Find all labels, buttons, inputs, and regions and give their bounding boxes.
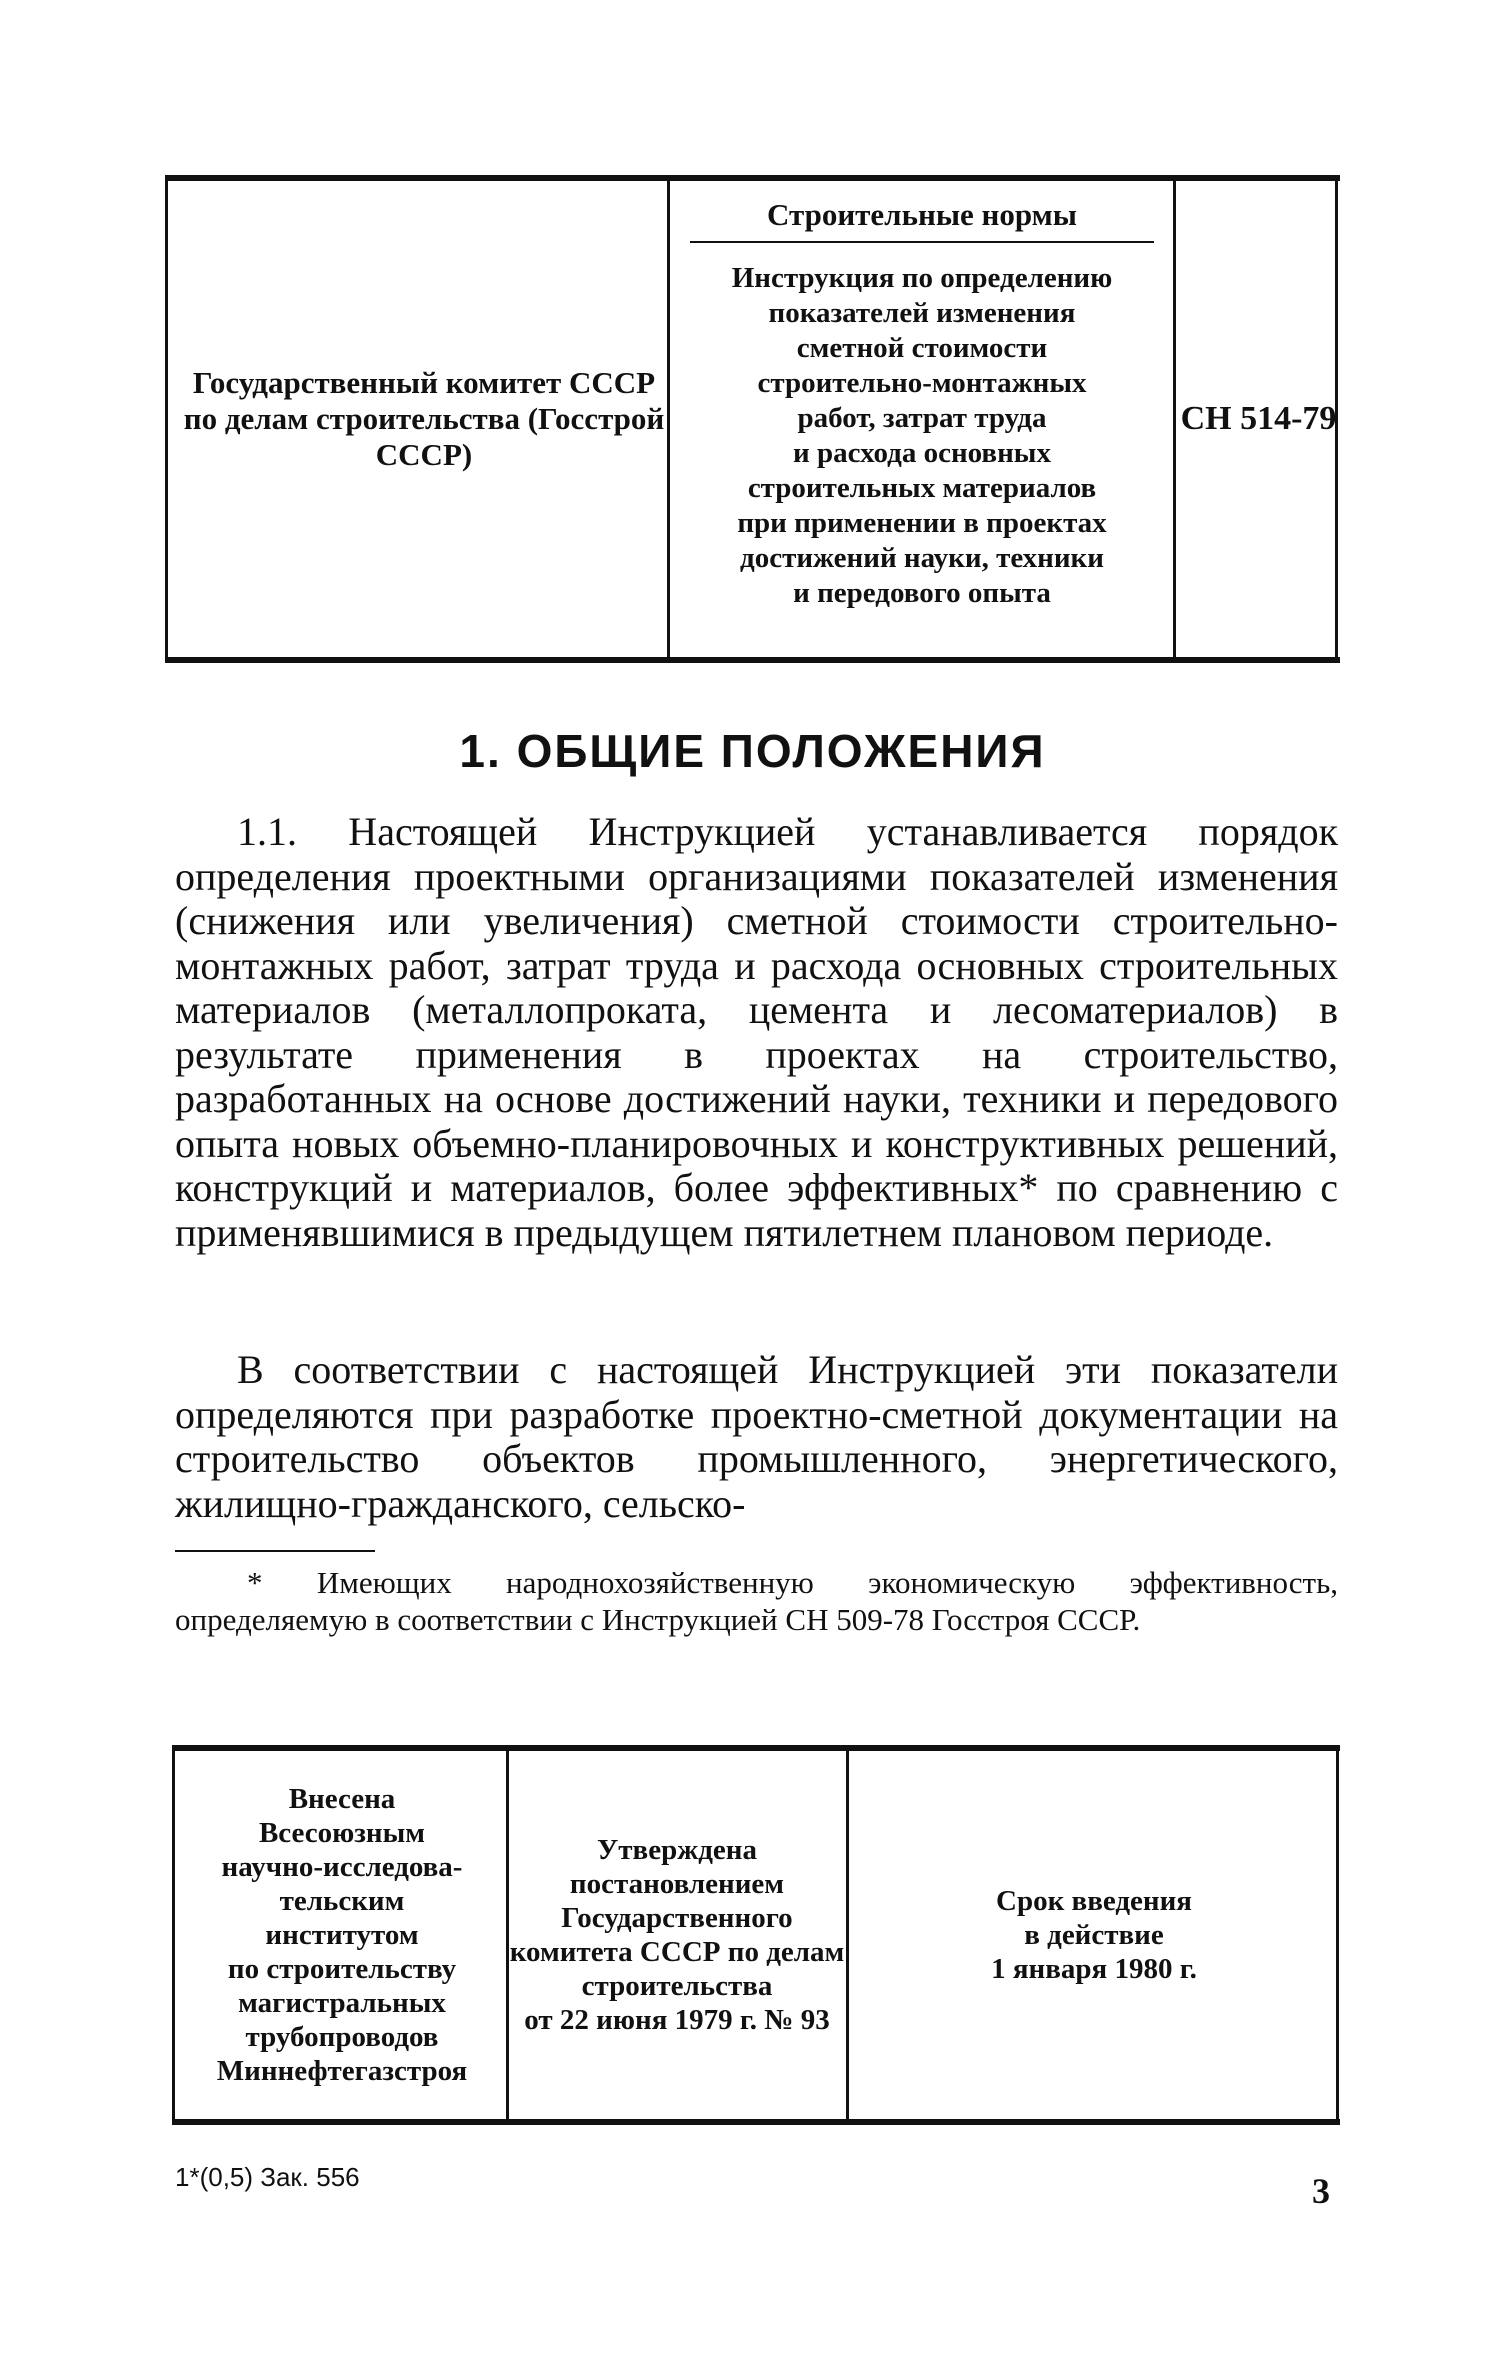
section-heading: 1. ОБЩИЕ ПОЛОЖЕНИЯ bbox=[459, 725, 1046, 777]
approval-table bbox=[172, 1745, 1340, 2125]
document-code: СН 514-79 bbox=[1180, 400, 1337, 437]
approved-by: Утверждена постановлением Государственного комитета СССР по делам строительства от 22 июня 1979 г. № 93 bbox=[509, 1834, 845, 2036]
footnote: * Имеющих народнохозяйственную экономическую эффективность, определяемую в соответствии с Инструкцией СН 509-78 Госстроя СССР. bbox=[175, 1565, 1338, 1637]
page-number: 3 bbox=[1312, 2171, 1330, 2211]
introduced-by: Внесена Всесоюзным научно-исследова- тельским институтом по строительству магистральных трубопроводов Миннефтегазстроя bbox=[216, 1783, 468, 2087]
print-code: 1*(0,5) Зак. 556 bbox=[175, 2162, 360, 2192]
effective-date: Срок введения в действие 1 января 1980 г. bbox=[991, 1885, 1197, 1985]
title-cell bbox=[670, 181, 1174, 657]
document-title: Инструкция по определению показателей изменения сметной стоимости строительно-монтажных работ, затрат труда и расхода основных строительных материалов при применении в проектах достижений науки, техники и передового опыта bbox=[731, 262, 1113, 609]
issuer-cell bbox=[179, 181, 669, 657]
header-table bbox=[165, 175, 1340, 663]
code-cell bbox=[1177, 181, 1340, 657]
norms-heading: Строительные нормы bbox=[767, 197, 1077, 232]
table-border-left bbox=[165, 181, 168, 657]
heading-underline bbox=[690, 241, 1154, 243]
footnote-rule bbox=[175, 1550, 375, 1552]
paragraph-1-1: 1.1. Настоящей Инструкцией устанавливается порядок определения проектными организациями показателей изменения (снижения или увеличения) сметной стоимости строительно-монтажных работ, затрат труда и расхода основных строительных материалов (металлопроката, цемента и лесоматериалов) в результате применения в проектах на строительство, разработанных на основе достижений науки, техники и передового опыта новых объемно-планировочных и конструктивных решений, конструкций и материалов, более эффективных* по сравнению с применявшимися в предыдущем пятилетнем плановом периоде. bbox=[175, 809, 1338, 1255]
table-border-left bbox=[172, 1751, 175, 2119]
paragraph-2: В соответствии с настоящей Инструкцией эти показатели определяются при разработке проектно-сметной документации на строительство объектов промышленного, энергетического, жилищно-гражданского, сельско- bbox=[175, 1347, 1338, 1526]
issuer-text: Государственный комитет СССР по делам строительства (Госстрой СССР) bbox=[183, 365, 665, 472]
